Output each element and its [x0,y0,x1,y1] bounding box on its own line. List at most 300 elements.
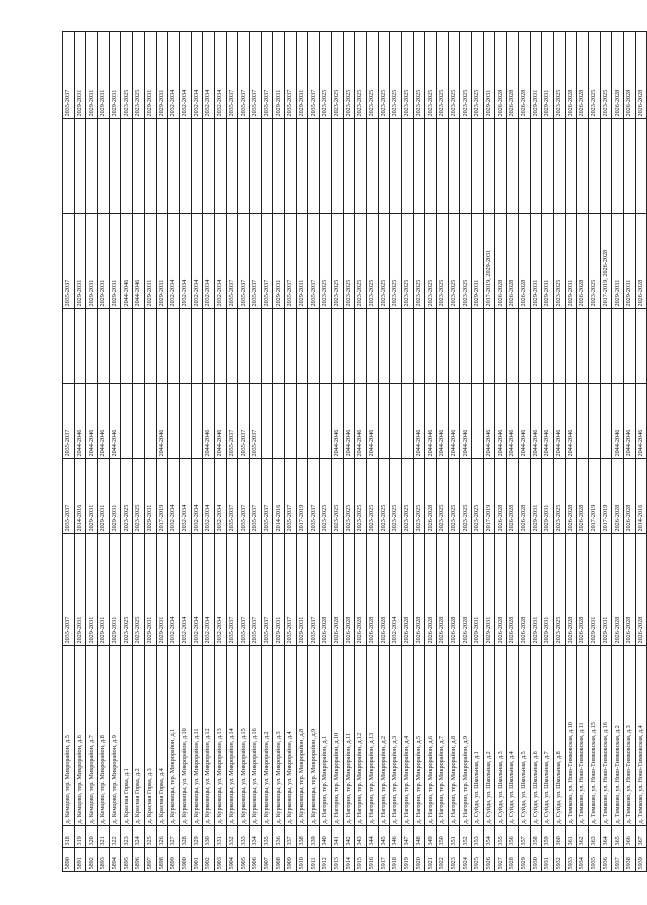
address-cell: д. Нагорно, тер. Микрорайон, д.2 [378,646,390,826]
period-cell-2: 2023-2025 [553,459,565,534]
period-cell-7: 2023-2025 [588,32,600,119]
period-cell-2: 2026-2028 [624,459,636,534]
period-cell-6 [179,119,191,214]
period-cell-3: 2044-2046 [460,384,472,459]
period-cell-7: 2032-2034 [191,32,203,119]
period-cell-4 [203,309,215,384]
period-cell-5: 2029-2031 [86,214,98,309]
period-cell-7: 2026-2028 [507,32,519,119]
period-cell-5: 2035-2037 [238,214,250,309]
period-cell-7: 2026-2028 [518,32,530,119]
period-cell-4 [495,309,507,384]
period-cell-7: 2023-2025 [448,32,460,119]
period-cell-3: 2044-2046 [156,384,168,459]
period-cell-7: 2026-2028 [577,32,589,119]
table-row [565,32,577,872]
period-cell-6 [448,119,460,214]
table-row [413,32,425,872]
period-cell-5: 2023-2025 [401,214,413,309]
period-cell-4 [121,309,133,384]
period-cell-3: 2044-2046 [437,384,449,459]
period-cell-3: 2044-2046 [553,384,565,459]
row-number-cell: 322 [109,826,121,848]
row-id-cell: 5896 [133,848,145,872]
row-number-cell: 349 [425,826,437,848]
period-cell-7: 2026-2028 [495,32,507,119]
period-cell-7: 2029-2031 [98,32,110,119]
period-cell-3: 2044-2046 [109,384,121,459]
row-id-cell: 5894 [109,848,121,872]
period-cell-3: 2044-2046 [612,384,624,459]
period-cell-6 [612,119,624,214]
period-cell-3: 2044-2046 [74,384,86,459]
period-cell-4 [308,309,320,384]
period-cell-7: 2032-2034 [179,32,191,119]
address-cell: д. Кемцово, тер. Микрорайон, д.7 [86,646,98,826]
period-cell-5: 2023-2025 [366,214,378,309]
address-cell: д. Красная Горка, д.4 [156,646,168,826]
period-cell-4 [425,309,437,384]
row-number-cell: 341 [331,826,343,848]
period-cell-5: 2029-2031 [612,214,624,309]
address-cell: д. Нагорно, тер. Микрорайон, д.12 [355,646,367,826]
period-cell-4 [635,309,647,384]
period-cell-6 [63,119,75,214]
period-cell-1: 2029-2031 [74,534,86,646]
row-id-cell: 5907 [261,848,273,872]
period-cell-1: 2035-2037 [250,534,262,646]
address-cell: д. Курковицы, тер. Микрорайон, д.1 [168,646,180,826]
row-id-cell: 5903 [214,848,226,872]
period-cell-7: 2023-2025 [460,32,472,119]
address-cell: д. Суйда, ул. Школьная, д.1 [472,646,484,826]
row-number-cell: 333 [238,826,250,848]
period-cell-5: 2023-2025 [331,214,343,309]
row-number-cell: 355 [495,826,507,848]
period-cell-2: 2035-2037 [250,459,262,534]
row-id-cell: 5901 [191,848,203,872]
period-cell-7: 2026-2028 [612,32,624,119]
period-cell-2: 2017-2019 [483,459,495,534]
period-cell-6 [226,119,238,214]
row-id-cell: 5917 [378,848,390,872]
period-cell-1: 2032-2034 [214,534,226,646]
period-cell-7: 2023-2025 [425,32,437,119]
period-cell-2: 2026-2028 [507,459,519,534]
period-cell-5: 2023-2025 [355,214,367,309]
period-cell-7: 2035-2037 [63,32,75,119]
row-number-cell: 357 [518,826,530,848]
period-cell-4 [250,309,262,384]
period-cell-4 [600,309,612,384]
period-cell-7: 2029-2031 [144,32,156,119]
period-cell-1: 2035-2037 [63,534,75,646]
period-cell-5: 2029-2031 [74,214,86,309]
period-cell-2: 2032-2034 [214,459,226,534]
period-cell-6 [86,119,98,214]
period-cell-1: 2029-2031 [530,534,542,646]
period-cell-5: 2035-2037 [285,214,297,309]
rotated-table-container [62,32,644,872]
period-cell-4 [296,309,308,384]
period-cell-2: 2035-2037 [261,459,273,534]
row-id-cell: 5909 [285,848,297,872]
row-number-cell: 362 [577,826,589,848]
period-cell-3: 2044-2046 [495,384,507,459]
period-cell-4 [109,309,121,384]
period-cell-4 [133,309,145,384]
address-cell: д. Курковицы, ул. Микрорайон, д.13 [214,646,226,826]
row-number-cell: 363 [588,826,600,848]
period-cell-4 [437,309,449,384]
row-number-cell: 320 [86,826,98,848]
period-cell-5: 2023-2025 [437,214,449,309]
period-cell-1: 2026-2028 [635,534,647,646]
row-number-cell: 323 [121,826,133,848]
row-id-cell: 5902 [203,848,215,872]
period-cell-3: 2044-2046 [203,384,215,459]
table-row [121,32,133,872]
period-cell-6 [203,119,215,214]
period-cell-5: 2023-2025 [378,214,390,309]
period-cell-7: 2026-2028 [635,32,647,119]
table-row [296,32,308,872]
period-cell-5: 2029-2031 [273,214,285,309]
row-number-cell: 329 [191,826,203,848]
table-row [437,32,449,872]
row-number-cell: 366 [624,826,636,848]
period-cell-6 [413,119,425,214]
period-cell-4 [507,309,519,384]
period-cell-3: 2044-2046 [624,384,636,459]
period-cell-2: 2014-2016 [74,459,86,534]
period-cell-3 [261,384,273,459]
address-cell: д. Нагорно, тер. Микрорайон, д.10 [331,646,343,826]
period-cell-6 [133,119,145,214]
table-row [553,32,565,872]
address-cell: д. Курковицы, тер. Микрорайон, д.9 [308,646,320,826]
period-cell-4 [285,309,297,384]
row-id-cell: 5935 [588,848,600,872]
row-id-cell: 5898 [156,848,168,872]
period-cell-2: 2026-2028 [612,459,624,534]
period-cell-4 [320,309,332,384]
period-cell-2: 2032-2034 [168,459,180,534]
period-cell-1: 2035-2037 [285,534,297,646]
period-cell-5: 2017-2019, 2026-2028 [600,214,612,309]
period-cell-6 [472,119,484,214]
row-number-cell: 337 [285,826,297,848]
row-number-cell: 345 [378,826,390,848]
period-cell-7: 2035-2037 [250,32,262,119]
address-cell: д. Тимково, ул. Ново-Тимковская, д.4 [635,646,647,826]
period-cell-7: 2029-2031 [109,32,121,119]
row-number-cell: 324 [133,826,145,848]
period-cell-3: 2044-2046 [425,384,437,459]
period-cell-5: 2029-2031 [565,214,577,309]
period-cell-3: 2044-2046 [214,384,226,459]
period-cell-1: 2029-2031 [472,534,484,646]
period-cell-4 [179,309,191,384]
address-cell: д. Курковицы, ул. Микрорайон, д.3 [273,646,285,826]
period-cell-6 [600,119,612,214]
period-cell-3: 2044-2046 [98,384,110,459]
period-cell-4 [191,309,203,384]
period-cell-1: 2032-2034 [390,534,402,646]
row-id-cell: 5922 [437,848,449,872]
period-cell-1: 2026-2028 [577,534,589,646]
period-cell-3: 2035-2037 [226,384,238,459]
period-cell-1: 2029-2031 [296,534,308,646]
period-cell-1: 2032-2034 [191,534,203,646]
address-cell: д. Нагорно, тер. Микрорайон, д.8 [448,646,460,826]
row-id-cell: 5893 [98,848,110,872]
period-cell-1: 2029-2031 [588,534,600,646]
period-cell-2: 2029-2031 [144,459,156,534]
period-cell-6 [296,119,308,214]
period-cell-3: 2044-2046 [483,384,495,459]
period-cell-5: 2026-2028 [577,214,589,309]
period-cell-6 [624,119,636,214]
period-cell-1: 2026-2028 [366,534,378,646]
period-cell-3: 2044-2046 [635,384,647,459]
period-cell-3 [273,384,285,459]
row-number-cell: 331 [214,826,226,848]
period-cell-5: 2029-2031 [472,214,484,309]
period-cell-3 [390,384,402,459]
period-cell-5: 2029-2031 [624,214,636,309]
period-cell-1: 2026-2028 [425,534,437,646]
period-cell-3: 2044-2046 [86,384,98,459]
period-cell-4 [98,309,110,384]
address-cell: д. Курковицы, ул. Микрорайон, д.10 [179,646,191,826]
period-cell-4 [86,309,98,384]
row-id-cell: 5911 [308,848,320,872]
period-cell-7: 2023-2025 [437,32,449,119]
period-cell-3 [600,384,612,459]
table-row [624,32,636,872]
period-cell-5: 2029-2031 [98,214,110,309]
period-cell-1: 2029-2031 [144,534,156,646]
period-cell-3: 2044-2046 [507,384,519,459]
period-cell-2: 2026-2028 [565,459,577,534]
period-cell-4 [518,309,530,384]
table-row [600,32,612,872]
period-cell-1: 2026-2028 [331,534,343,646]
period-cell-4 [238,309,250,384]
period-cell-3: 2044-2046 [331,384,343,459]
address-cell: д. Суйда, ул. Школьная, д.8 [553,646,565,826]
period-cell-4 [448,309,460,384]
period-cell-5: 2035-2037 [63,214,75,309]
address-cell: д. Нагорно, тер. Микрорайон, д.7 [437,646,449,826]
row-number-cell: 356 [507,826,519,848]
address-cell: д. Курковицы, ул. Микрорайон, д.12 [203,646,215,826]
period-cell-3 [296,384,308,459]
row-number-cell: 342 [343,826,355,848]
table-row [366,32,378,872]
table-row [144,32,156,872]
period-cell-1: 2029-2031 [273,534,285,646]
address-cell: д. Курковицы, ул. Микрорайон, д.15 [238,646,250,826]
period-cell-5: 2023-2025 [588,214,600,309]
period-cell-7: 2029-2031 [273,32,285,119]
period-cell-3: 2044-2046 [355,384,367,459]
row-id-cell: 5910 [296,848,308,872]
period-cell-1: 2029-2031 [483,534,495,646]
period-cell-4 [273,309,285,384]
row-id-cell: 5936 [600,848,612,872]
period-cell-4 [401,309,413,384]
row-number-cell: 340 [320,826,332,848]
row-number-cell: 353 [472,826,484,848]
period-cell-6 [74,119,86,214]
period-cell-3: 2044-2046 [518,384,530,459]
table-row [308,32,320,872]
period-cell-1: 2026-2028 [624,534,636,646]
table-row [530,32,542,872]
period-cell-2: 2035-2037 [308,459,320,534]
period-cell-1: 2032-2034 [179,534,191,646]
period-cell-5: 2029-2031 [156,214,168,309]
row-number-cell: 358 [530,826,542,848]
period-cell-1: 2023-2025 [133,534,145,646]
row-number-cell: 325 [144,826,156,848]
address-cell: д. Курковицы, ул. Микрорайон, д.11 [191,646,203,826]
period-cell-6 [98,119,110,214]
row-id-cell: 5890 [63,848,75,872]
row-number-cell: 343 [355,826,367,848]
table-row [74,32,86,872]
period-cell-2: 2023-2025 [343,459,355,534]
period-cell-6 [331,119,343,214]
period-cell-6 [460,119,472,214]
period-cell-2: 2035-2037 [226,459,238,534]
row-number-cell: 346 [390,826,402,848]
period-cell-4 [542,309,554,384]
period-cell-2: 2029-2031 [542,459,554,534]
period-cell-3 [401,384,413,459]
row-id-cell: 5916 [366,848,378,872]
period-cell-3 [308,384,320,459]
period-cell-5: 2023-2025 [460,214,472,309]
period-cell-7: 2029-2031 [86,32,98,119]
table-row [273,32,285,872]
row-id-cell: 5923 [448,848,460,872]
row-id-cell: 5900 [179,848,191,872]
period-cell-6 [121,119,133,214]
row-number-cell: 319 [74,826,86,848]
period-cell-6 [577,119,589,214]
period-cell-1: 2029-2031 [542,534,554,646]
row-number-cell: 336 [273,826,285,848]
period-cell-3: 2044-2046 [542,384,554,459]
period-cell-1: 2026-2028 [437,534,449,646]
address-cell: д. Суйда, ул. Школьная, д.7 [542,646,554,826]
period-cell-1: 2026-2028 [355,534,367,646]
table-body [63,32,647,872]
period-cell-3: 2044-2046 [530,384,542,459]
period-cell-7: 2035-2037 [261,32,273,119]
period-cell-6 [366,119,378,214]
table-row [635,32,647,872]
row-id-cell: 5932 [553,848,565,872]
period-cell-4 [624,309,636,384]
period-cell-3: 2044-2046 [413,384,425,459]
period-cell-3: 2035-2037 [238,384,250,459]
row-id-cell: 5920 [413,848,425,872]
period-cell-6 [191,119,203,214]
row-number-cell: 352 [460,826,472,848]
row-id-cell: 5938 [624,848,636,872]
period-cell-1: 2026-2028 [413,534,425,646]
period-cell-2: 2017-2019 [156,459,168,534]
period-cell-7: 2035-2037 [308,32,320,119]
period-cell-4 [168,309,180,384]
period-cell-4 [331,309,343,384]
period-cell-2: 2023-2025 [331,459,343,534]
table-row [542,32,554,872]
row-number-cell: 348 [413,826,425,848]
period-cell-2: 2023-2025 [448,459,460,534]
table-row [518,32,530,872]
period-cell-3: 2044-2046 [366,384,378,459]
period-cell-2: 2029-2031 [86,459,98,534]
table-row [98,32,110,872]
row-id-cell: 5929 [518,848,530,872]
period-cell-7: 2023-2025 [343,32,355,119]
period-cell-2: 2035-2037 [238,459,250,534]
period-cell-5: 2032-2034 [168,214,180,309]
period-cell-6 [250,119,262,214]
period-cell-2: 2023-2025 [378,459,390,534]
period-cell-6 [542,119,554,214]
period-cell-6 [378,119,390,214]
period-cell-6 [425,119,437,214]
period-cell-3: 2044-2046 [343,384,355,459]
address-cell: д. Кемцово, тер. Микрорайон, д.5 [63,646,75,826]
period-cell-4 [565,309,577,384]
period-cell-4 [261,309,273,384]
address-cell: д. Тимково, ул. Ново-Тимковская, д.10 [565,646,577,826]
period-cell-7: 2029-2031 [156,32,168,119]
row-number-cell: 328 [179,826,191,848]
period-cell-7: 2023-2025 [553,32,565,119]
period-cell-4 [390,309,402,384]
table-row [156,32,168,872]
period-cell-2: 2026-2028 [425,459,437,534]
row-number-cell: 365 [612,826,624,848]
row-number-cell: 354 [483,826,495,848]
period-cell-2: 2026-2028 [577,459,589,534]
row-id-cell: 5891 [74,848,86,872]
period-cell-1: 2032-2034 [168,534,180,646]
period-cell-1: 2029-2031 [600,534,612,646]
period-cell-4 [144,309,156,384]
address-cell: д. Нагорно, тер. Микрорайон, д.6 [425,646,437,826]
period-cell-6 [518,119,530,214]
address-cell: д. Курковицы, ул. Микрорайон, д.2 [261,646,273,826]
period-cell-7: 2032-2034 [203,32,215,119]
table-row [226,32,238,872]
row-number-cell: 330 [203,826,215,848]
table-row [460,32,472,872]
address-cell: д. Тимково, ул. Ново-Тимковская, д.15 [588,646,600,826]
period-cell-1: 2026-2028 [378,534,390,646]
period-cell-2: 2017-2019 [600,459,612,534]
period-cell-7: 2023-2025 [600,32,612,119]
table-row [203,32,215,872]
